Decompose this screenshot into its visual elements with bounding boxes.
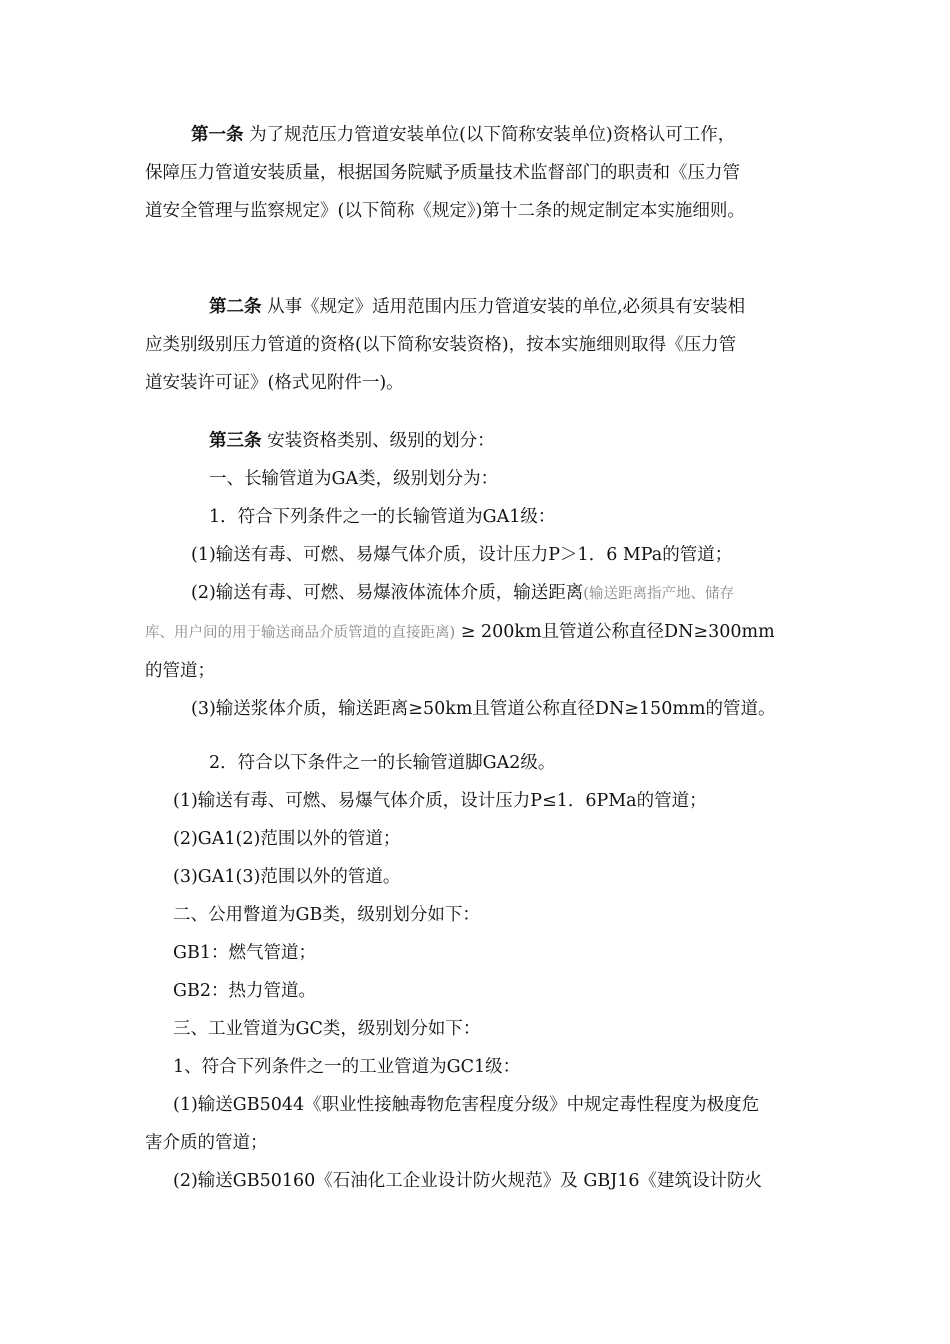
- gc1-item-2-line-1: (2)输送GB50160《石油化工企业设计防火规范》及 GBJ16《建筑设计防火: [173, 1171, 762, 1191]
- article-2-line-1: 从事《规定》适用范围内压力管道安装的单位,必须具有安装相: [267, 297, 746, 317]
- article-3-title: 第三条: [209, 431, 262, 451]
- ga1-item-2-part-1: (2)输送有毒、可燃、易爆液体流体介质，输送距离: [191, 583, 584, 603]
- article-1-line-2: 保障压力管道安装质量，根据国务院赋予质量技术监督部门的职责和《压力管: [145, 163, 740, 183]
- ga1-item-2-note-2: 库、用户间的用于输送商品介质管道的直接距离): [145, 625, 456, 641]
- gc1-item-1-line-2: 害介质的管道；: [145, 1133, 268, 1153]
- ga1-item-2-part-2: ≥ 200km且管道公称直径DN≥300mm: [460, 622, 775, 642]
- article-3: [145, 422, 810, 728]
- article-2-line-3: 道安装许可证》(格式见附件一)。: [145, 373, 404, 393]
- ga2-section: [145, 744, 810, 1200]
- ga1-item-3: (3)输送浆体介质，输送距离≥50km且管道公称直径DN≥150mm的管道。: [191, 699, 776, 719]
- ga1-item-1: (1)输送有毒、可燃、易爆气体介质，设计压力P＞1．6 MPa的管道；: [191, 545, 733, 565]
- article-1-line-1: 为了规范压力管道安装单位(以下简称安装单位)资格认可工作，: [249, 125, 736, 145]
- gc1-item-1-line-1: (1)输送GB5044《职业性接触毒物危害程度分级》中规定毒性程度为极度危: [173, 1095, 760, 1115]
- gc1-heading: 1、符合下列条件之一的工业管道为GC1级：: [173, 1057, 521, 1077]
- ga-heading: 一、长输管道为GA类，级别划分为：: [209, 469, 499, 489]
- ga2-heading: 2．符合以下条件之一的长输管道脚GA2级。: [209, 753, 556, 773]
- article-2-line-2: 应类别级别压力管道的资格(以下简称安装资格)，按本实施细则取得《压力管: [145, 335, 737, 355]
- ga1-item-2-part-3: 的管道；: [145, 661, 215, 681]
- ga2-item-3: (3)GA1(3)范围以外的管道。: [173, 867, 401, 887]
- gc-heading: 三、工业管道为GC类，级别划分如下：: [173, 1019, 481, 1039]
- gb-heading: 二、公用瞥道为GB类，级别划分如下：: [173, 905, 480, 925]
- article-1-line-3: 道安全管理与监察规定》(以下简称《规定》)第十二条的规定制定本实施细则。: [145, 201, 745, 221]
- article-1: [145, 116, 810, 230]
- article-3-intro: 安装资格类别、级别的划分：: [267, 431, 495, 451]
- ga2-item-2: (2)GA1(2)范围以外的管道；: [173, 829, 401, 849]
- ga1-heading: 1．符合下列条件之一的长输管道为GA1级：: [209, 507, 556, 527]
- article-2: [145, 288, 810, 402]
- article-1-title: 第一条: [191, 125, 244, 145]
- ga1-item-2-note-1: (输送距离指产地、储存: [583, 586, 734, 602]
- gb2-item: GB2：热力管道。: [173, 981, 316, 1001]
- article-2-title: 第二条: [209, 297, 262, 317]
- gb1-item: GB1：燃气管道；: [173, 943, 316, 963]
- ga2-item-1: (1)输送有毒、可燃、易爆气体介质，设计压力P≤1．6PMa的管道；: [173, 791, 707, 811]
